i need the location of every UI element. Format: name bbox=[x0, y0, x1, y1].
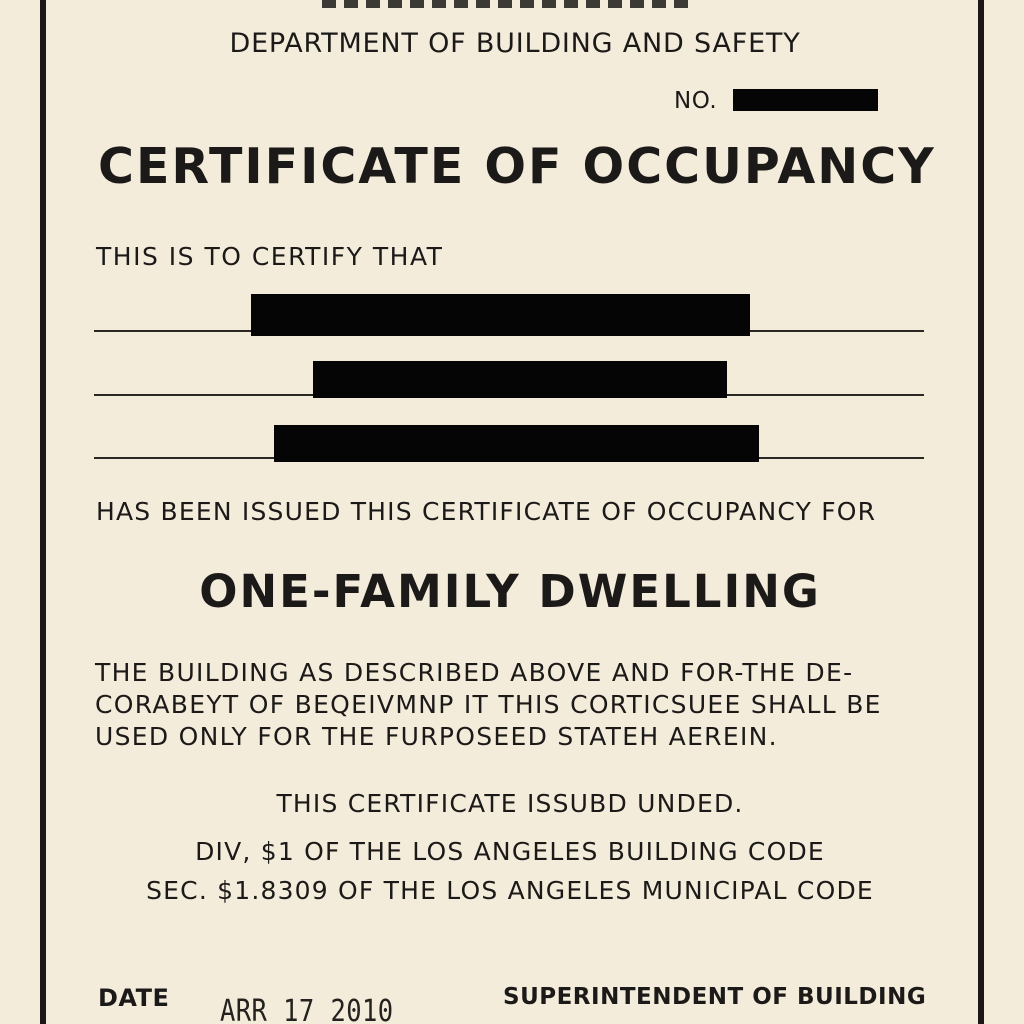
paragraph-line-1: THE BUILDING AS DESCRIBED ABOVE AND FOR-THE DE- bbox=[95, 658, 854, 687]
certify-intro: THIS IS TO CERTIFY THAT bbox=[96, 242, 444, 271]
certificate-number-redaction bbox=[733, 89, 878, 111]
date-stamp: ARR 17 2010 bbox=[220, 994, 394, 1024]
paragraph-line-3: USED ONLY FOR THE FURPOSEED STATEH AEREIN. bbox=[95, 722, 778, 751]
owner-redaction-1 bbox=[251, 294, 750, 336]
certificate-number-label: NO. bbox=[674, 88, 718, 114]
certificate-title: CERTIFICATE OF OCCUPANCY bbox=[98, 138, 936, 195]
signature-label: SUPERINTENDENT OF BUILDING bbox=[503, 984, 927, 1010]
left-border bbox=[40, 0, 46, 1024]
right-border bbox=[978, 0, 984, 1024]
cropped-header-text bbox=[322, 0, 692, 8]
occupancy-type: ONE-FAMILY DWELLING bbox=[199, 565, 821, 618]
department-heading: DEPARTMENT OF BUILDING AND SAFETY bbox=[229, 28, 801, 59]
owner-redaction-2 bbox=[313, 361, 727, 398]
issued-under-line: THIS CERTIFICATE ISSUBD UNDED. bbox=[276, 789, 744, 818]
owner-redaction-3 bbox=[274, 425, 759, 462]
municipal-code-line: SEC. $1.8309 OF THE LOS ANGELES MUNICIPAL CODE bbox=[146, 876, 874, 905]
building-code-line: DIV, $1 OF THE LOS ANGELES BUILDING CODE bbox=[195, 837, 825, 866]
issued-statement: HAS BEEN ISSUED THIS CERTIFICATE OF OCCUPANCY FOR bbox=[96, 497, 877, 526]
paragraph-line-2: CORABEYT OF BEQEIVMNP IT THIS CORTICSUEE SHALL BE bbox=[95, 690, 882, 719]
date-label: DATE bbox=[98, 984, 170, 1012]
